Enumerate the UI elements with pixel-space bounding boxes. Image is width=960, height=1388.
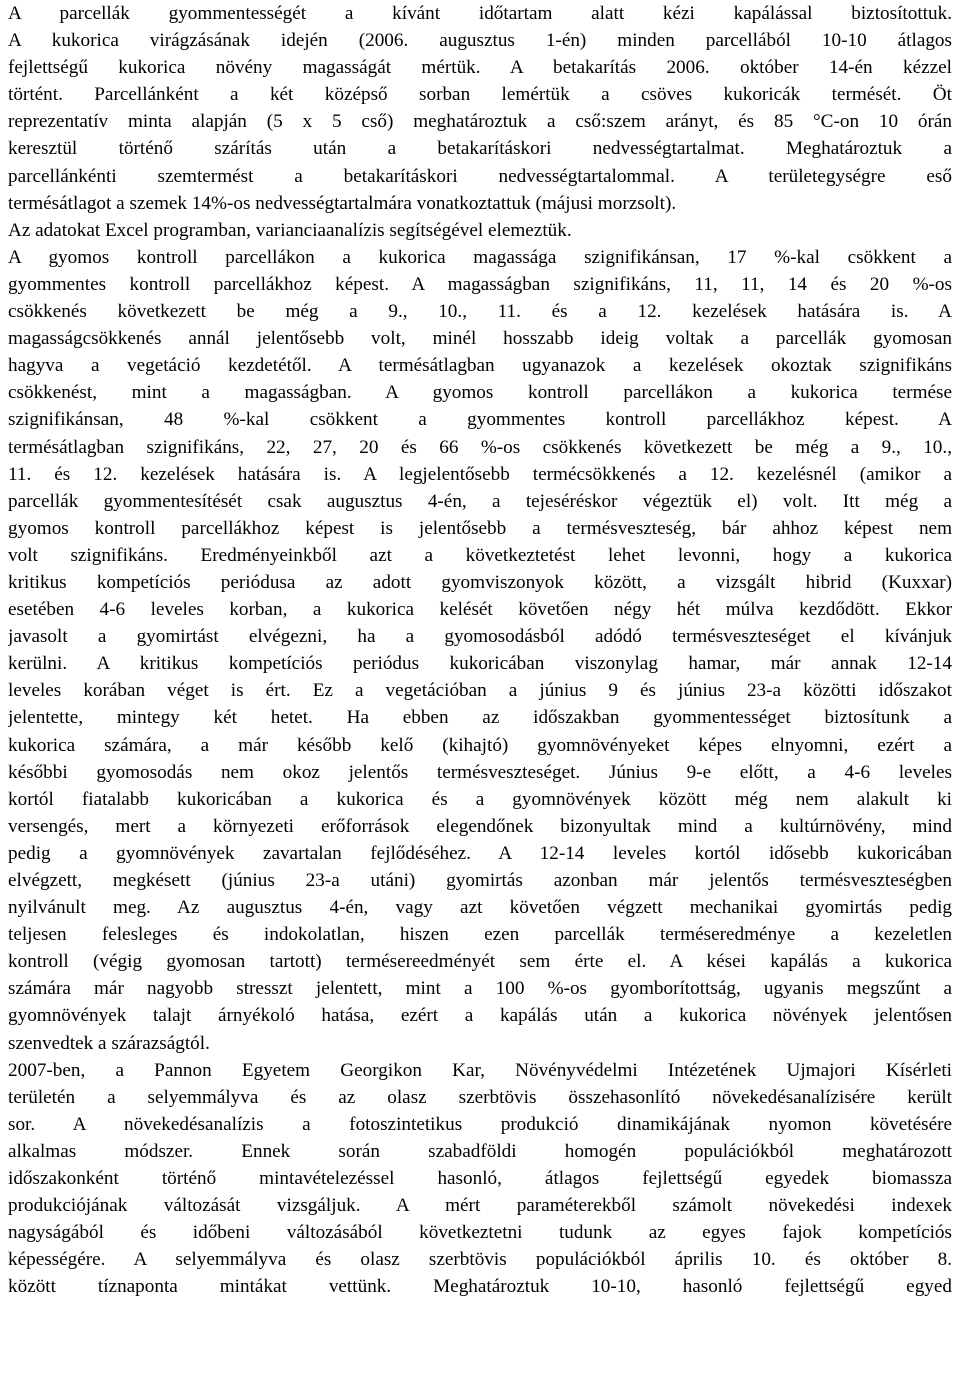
- text-line: A kukorica virágzásának idején (2006. augusztus 1-én) minden parcellából 10-10 átlagos: [8, 30, 952, 52]
- text-line: magasságcsökkenés annál jelentősebb volt, minél hosszabb ideig voltak a parcellák gyomosan: [8, 328, 952, 350]
- text-line: Az adatokat Excel programban, varianciaanalízis segítségével elemeztük.: [8, 219, 572, 241]
- text-line: volt szignifikáns. Eredményeinkből azt a következtetést lehet levonni, hogy a kukorica: [8, 544, 952, 566]
- text-line: kortól fiatalabb kukoricában a kukorica és a gyomnövények között még nem alakult ki: [8, 788, 952, 810]
- text-line: parcellák gyommentesítését csak augusztus 4-én, a tejeséréskor végeztük el) volt. Itt még a: [8, 490, 952, 512]
- text-line: között tíznaponta mintákat vettünk. Meghatároztuk 10-10, hasonló fejlettségű egyed: [8, 1276, 952, 1298]
- text-line: történt. Parcellánként a két középső sorban lemértük a csöves kukoricák termését. Öt: [8, 84, 952, 106]
- text-line: 11. és 12. kezelések hatására is. A legjelentősebb termécsökkenés a 12. kezelésnél (amikor a: [8, 463, 952, 485]
- text-line: pedig a gyomnövények zavartalan fejlődéséhez. A 12-14 leveles kortól idősebb kukoricában: [8, 842, 952, 864]
- text-line: képességére. A selyemmályva és olasz szerbtövis populációkból április 10. és október 8.: [8, 1249, 952, 1271]
- text-line: időszakonként történő mintavételezéssel hasonló, átlagos fejlettségű egyedek biomassza: [8, 1168, 952, 1190]
- text-line: számára már nagyobb stresszt jelentett, mint a 100 %-os gyomborítottság, ugyanis megszűnt a: [8, 978, 952, 1000]
- text-line: kontroll (végig gyomosan tartott) termésereedményét sem érte el. A kései kapálás a kukorica: [8, 951, 952, 973]
- paragraph-growth-analysis: [8, 1057, 952, 1301]
- text-line: termésátlagot a szemek 14%-os nedvességtartalmára vonatkoztattuk (májusi morzsolt).: [8, 192, 677, 214]
- text-line: hagyva a vegetáció kezdetétől. A termésátlagban ugyanazok a kezelések okoztak szignifikáns: [8, 355, 952, 377]
- paragraph-methods: [8, 0, 952, 244]
- text-line: későbbi gyomosodás nem okoz jelentős termésveszteséget. Június 9-e előtt, a 4-6 leveles: [8, 761, 952, 783]
- text-line: jelentette, mintegy két hetet. Ha ebben az időszakban gyommentességet biztosítunk a: [8, 707, 952, 729]
- text-line: javasolt a gyomirtást elvégezni, ha a gyomosodásból adódó termésveszteséget el kívánjuk: [8, 626, 952, 648]
- text-line: csökkenés következett be még a 9., 10., 11. és a 12. kezelések hatására is. A: [8, 301, 952, 323]
- text-line: nyilvánult meg. Az augusztus 4-én, vagy azt követően végzett mechanikai gyomirtás pedig: [8, 897, 952, 919]
- text-line: esetében 4-6 leveles korban, a kukorica kelését követően négy hét múlva kezdődött. Ekkor: [8, 599, 952, 621]
- text-line: 2007-ben, a Pannon Egyetem Georgikon Kar, Növényvédelmi Intézetének Ujmajori Kísérleti: [8, 1059, 952, 1081]
- text-line: A gyomos kontroll parcellákon a kukorica magassága szignifikánsan, 17 %-kal csökkent a: [8, 246, 952, 268]
- text-line: szignifikánsan, 48 %-kal csökkent a gyommentes kontroll parcellákhoz képest. A: [8, 409, 952, 431]
- text-line: sor. A növekedésanalízis a fotoszintetikus produkció dinamikájának nyomon követésére: [8, 1113, 952, 1135]
- paragraph-results: [8, 244, 952, 1057]
- text-line: termésátlagban szignifikáns, 22, 27, 20 és 66 %-os csökkenés következett be még a 9., 10.,: [8, 436, 952, 458]
- text-line: nagyságából és időbeni változásából következtetni tudunk az egyes fajok kompetíciós: [8, 1222, 952, 1244]
- text-line: csökkenést, mint a magasságban. A gyomos kontroll parcellákon a kukorica termése: [8, 382, 952, 404]
- text-line: leveles korában véget is ért. Ez a vegetációban a június 9 és június 23-a közötti időszakot: [8, 680, 952, 702]
- text-line: teljesen felesleges és indokolatlan, hiszen ezen parcellák terméseredménye a kezeletlen: [8, 924, 952, 946]
- text-line: versengés, mert a környezeti erőforrások elegendőnek bizonyultak mind a kultúrnövény, mind: [8, 815, 952, 837]
- text-line: keresztül történő szárítás után a betakarításkori nedvességtartalmat. Meghatároztuk a: [8, 138, 952, 160]
- text-line: kerülni. A kritikus kompetíciós periódus kukoricában viszonylag hamar, már annak 12-14: [8, 653, 952, 675]
- text-line: parcellánkénti szemtermést a betakarításkori nedvességtartalommal. A területegységre eső: [8, 165, 952, 187]
- text-line: reprezentatív minta alapján (5 x 5 cső) meghatároztuk a cső:szem arányt, és 85 °C-on 10 órán: [8, 111, 952, 133]
- text-line: fejlettségű kukorica növény magasságát mértük. A betakarítás 2006. október 14-én kézzel: [8, 57, 952, 79]
- text-line: kukorica számára, a már később kelő (kihajtó) gyomnövényeket képes elnyomni, ezért a: [8, 734, 952, 756]
- text-line: gyomnövények talajt árnyékoló hatása, ezért a kapálás után a kukorica növények jelentősen: [8, 1005, 952, 1027]
- text-line: elvégzett, megkésett (június 23-a utáni) gyomirtás azonban már jelentős termésveszteségben: [8, 870, 952, 891]
- text-line: kritikus kompetíciós periódusa az adott gyomviszonyok között, a vizsgált hibrid (Kuxxar): [8, 571, 952, 593]
- text-line: produkciójának változását vizsgáljuk. A mért paraméterekből számolt növekedési indexek: [8, 1195, 952, 1217]
- text-line: A parcellák gyommentességét a kívánt időtartam alatt kézi kapálással biztosítottuk.: [8, 3, 952, 24]
- text-line: gyommentes kontroll parcellákhoz képest. A magasságban szignifikáns, 11, 11, 14 és 20 %-os: [8, 273, 952, 295]
- text-line: alkalmas módszer. Ennek során szabadföldi homogén populációkból meghatározott: [8, 1140, 952, 1162]
- text-line: területén a selyemmályva és az olasz szerbtövis összehasonlító növekedésanalízisére került: [8, 1086, 952, 1108]
- text-line: szenvedtek a szárazságtól.: [8, 1032, 210, 1054]
- text-line: gyomos kontroll parcellákhoz képest is jelentősebb a termésveszteség, bár ahhoz képest nem: [8, 517, 952, 539]
